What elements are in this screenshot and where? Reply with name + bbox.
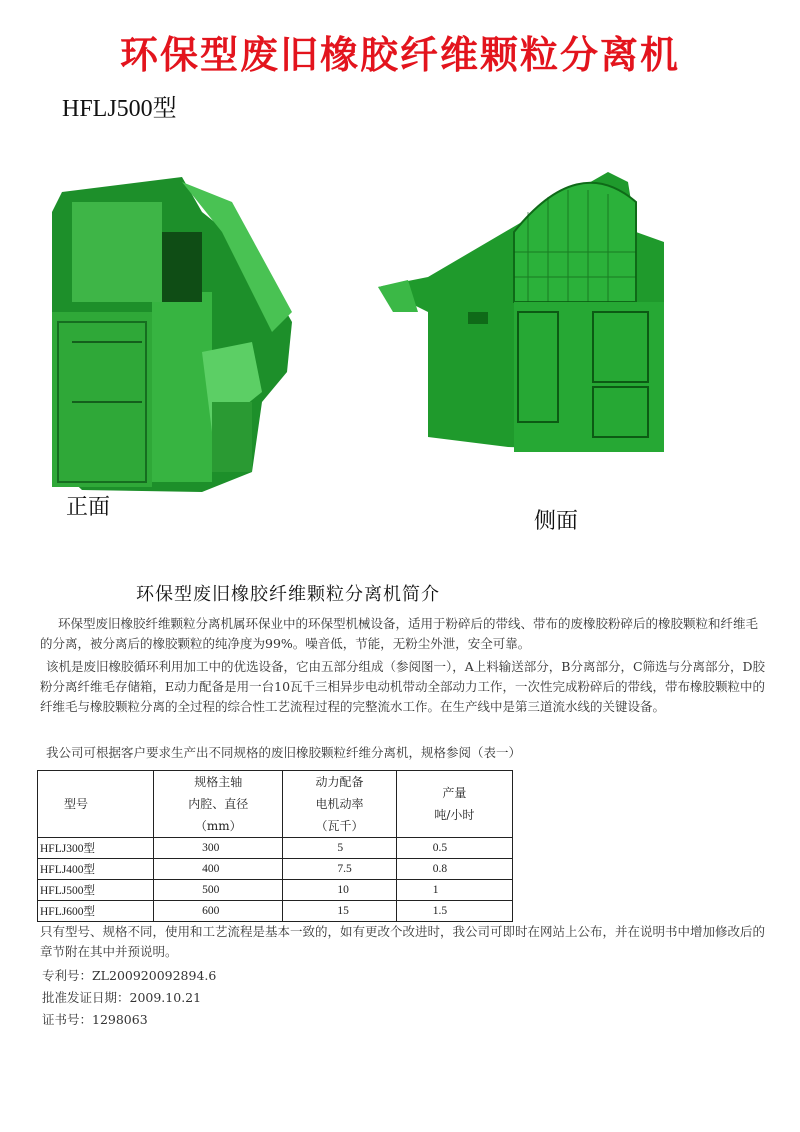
- header-power-text: 动力配备 电机动率 （瓦千）: [315, 775, 364, 833]
- table-row: [38, 859, 513, 880]
- cell-model: HFLJ600型: [38, 901, 154, 922]
- cell-model: HFLJ400型: [38, 859, 154, 880]
- side-view-photo: [378, 172, 670, 460]
- cell-model: HFLJ500型: [38, 880, 154, 901]
- cell-power: 7.5: [283, 859, 396, 880]
- patent-number: 专利号：ZL200920092894.6: [42, 968, 217, 983]
- cell-model: HFLJ300型: [38, 838, 154, 859]
- table-row: [38, 838, 513, 859]
- cell-output: 1.5: [396, 901, 512, 922]
- model-label: HFLJ500型: [62, 96, 177, 122]
- cell-power: 5: [283, 838, 396, 859]
- cell-output: 1: [396, 880, 512, 901]
- spec-table: [37, 770, 513, 922]
- cell-spec: 600: [154, 901, 283, 922]
- table-row: [38, 901, 513, 922]
- header-output-text: 产量 吨/小时: [434, 786, 475, 822]
- intro-paragraph-3: 我公司可根据客户要求生产出不同规格的废旧橡胶颗粒纤维分离机，规格参阅（表一）: [46, 745, 522, 760]
- table-header-row: [38, 771, 513, 838]
- cell-power: 10: [283, 880, 396, 901]
- front-view-caption: 正面: [66, 495, 111, 520]
- cell-spec: 500: [154, 880, 283, 901]
- cell-power: 15: [283, 901, 396, 922]
- cell-spec: 400: [154, 859, 283, 880]
- note-paragraph: 只有型号、规格不同，使用和工艺流程是基本一致的，如有更改个改进时，我公司可即时在网站上公布，并在说明书中增加修改后的章节附在其中并预说明。: [40, 924, 766, 959]
- cell-spec: 300: [154, 838, 283, 859]
- intro-paragraph-2: 该机是废旧橡胶循环利用加工中的优选设备，它由五部分组成（参阅图一），A上料输送部分，B分离部分，C筛选与分离部分，D胶粉分离纤维毛存储箱，E动力配备是用一台10瓦千三相异步电动机带动全部动力工作，一次性完成粉碎后的带线，带布橡胶颗粒中的纤维毛与橡胶颗粒分离的全过程的综合性工艺流程过程的完整流水工作。在生产线中是第三道流水线的关键设备。: [40, 659, 766, 714]
- cell-output: 0.5: [396, 838, 512, 859]
- header-spec: [154, 771, 283, 838]
- document-title: 环保型废旧橡胶纤维颗粒分离机: [119, 32, 680, 77]
- side-view-caption: 侧面: [534, 509, 579, 534]
- header-spec-text: 规格主轴 内腔、直径 （mm）: [188, 775, 249, 833]
- front-view-photo: [52, 172, 296, 494]
- approval-date: 批准发证日期：2009.10.21: [42, 990, 202, 1005]
- certificate-number: 证书号：1298063: [42, 1012, 148, 1027]
- intro-title: 环保型废旧橡胶纤维颗粒分离机简介: [136, 584, 440, 605]
- header-model-text: 型号: [64, 797, 89, 811]
- header-model: [38, 771, 154, 838]
- header-power: [283, 771, 396, 838]
- cell-output: 0.8: [396, 859, 512, 880]
- header-output: [396, 771, 512, 838]
- intro-paragraph-1: 环保型废旧橡胶纤维颗粒分离机属环保业中的环保型机械设备，适用于粉碎后的带线、带布的废橡胶粉碎后的橡胶颗粒和纤维毛的分离，被分离后的橡胶颗粒的纯净度为99%。噪音低，节能，无粉尘外泄，安全可靠。: [40, 616, 759, 651]
- table-row: [38, 880, 513, 901]
